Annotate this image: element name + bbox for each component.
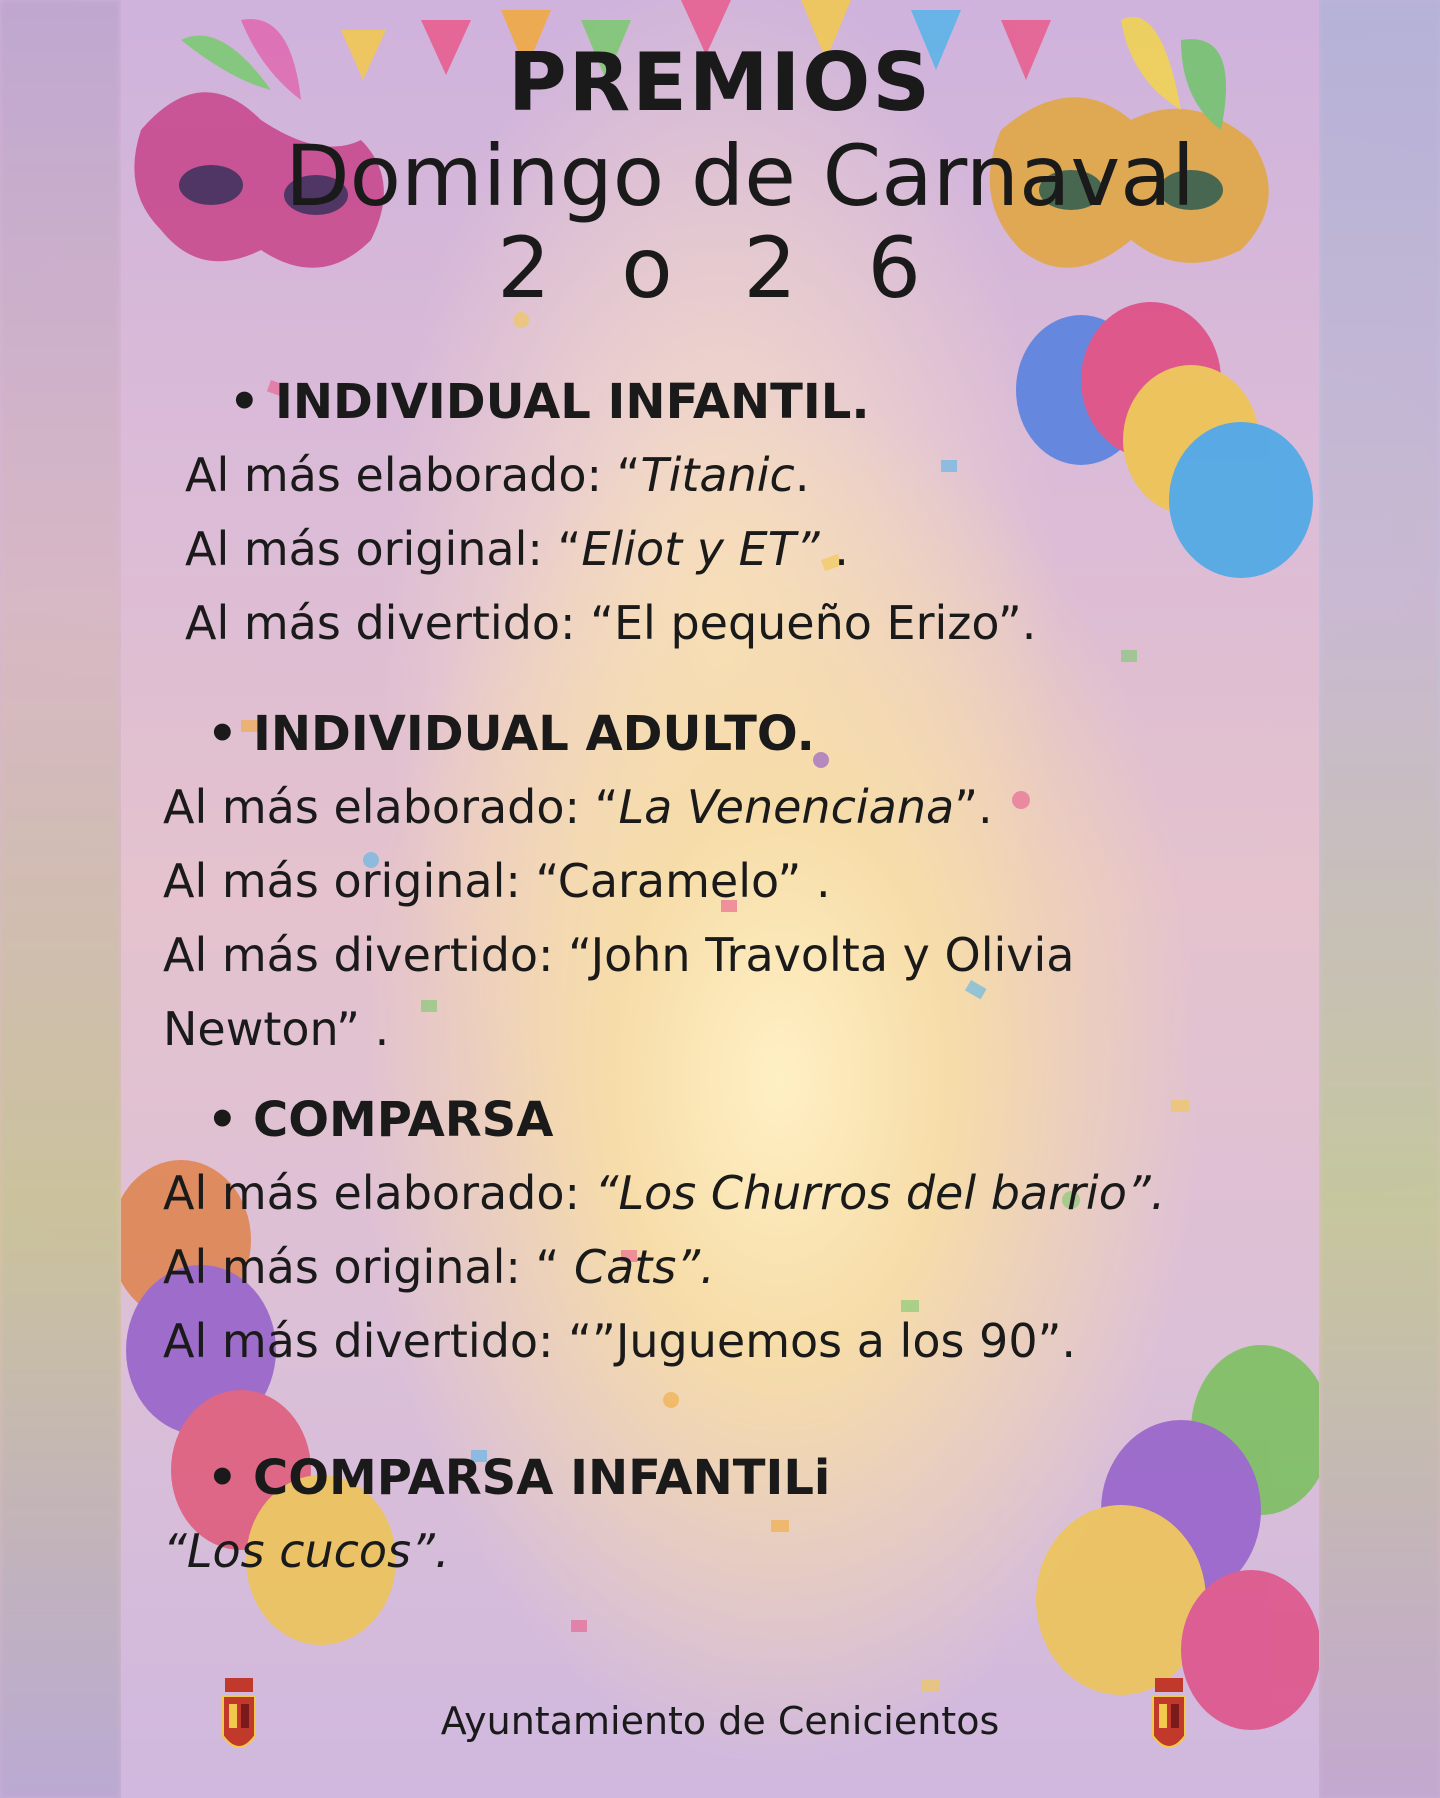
- award-line: Al más divertido: “”Juguemos a los 90”.: [163, 1314, 1077, 1368]
- bullet-icon: •: [229, 374, 260, 430]
- award-line: Newton” .: [163, 1002, 390, 1056]
- bullet-icon: •: [207, 1450, 238, 1506]
- section-heading-comparsa-infantil: • COMPARSA INFANTILi: [207, 1450, 831, 1506]
- poster-subtitle: Domingo de Carnaval: [284, 127, 1195, 225]
- section-heading-individual-infantil: • INDIVIDUAL INFANTIL.: [229, 374, 870, 430]
- section-heading-individual-adulto: • INDIVIDUAL ADULTO.: [207, 706, 815, 762]
- section-heading-comparsa: • COMPARSA: [207, 1092, 554, 1148]
- right-blur-border: [1320, 0, 1440, 1798]
- award-line: “Los cucos”.: [163, 1524, 450, 1578]
- award-line: Al más elaborado: “La Venenciana”.: [163, 780, 993, 834]
- footer-text: Ayuntamiento de Cenicientos: [440, 1699, 1000, 1743]
- award-line: Al más original: “ Cats”.: [163, 1240, 715, 1294]
- award-line: Al más original: “Caramelo” .: [163, 854, 831, 908]
- bullet-icon: •: [207, 1092, 238, 1148]
- award-line: Al más divertido: “John Travolta y Olivia: [163, 928, 1075, 982]
- award-line: Al más divertido: “El pequeño Erizo”.: [185, 596, 1037, 650]
- award-line: Al más elaborado: “Los Churros del barrio”.: [163, 1166, 1166, 1220]
- award-line: Al más elaborado: “Titanic.: [185, 448, 810, 502]
- poster-year: 2 o 2 6: [497, 219, 943, 317]
- coat-of-arms-right-icon: [1147, 1674, 1191, 1762]
- award-line: Al más original: “Eliot y ET” .: [185, 522, 849, 576]
- bullet-icon: •: [207, 706, 238, 762]
- left-blur-border: [0, 0, 120, 1798]
- poster-title: PREMIOS: [508, 36, 932, 129]
- carnival-poster: [121, 0, 1319, 1798]
